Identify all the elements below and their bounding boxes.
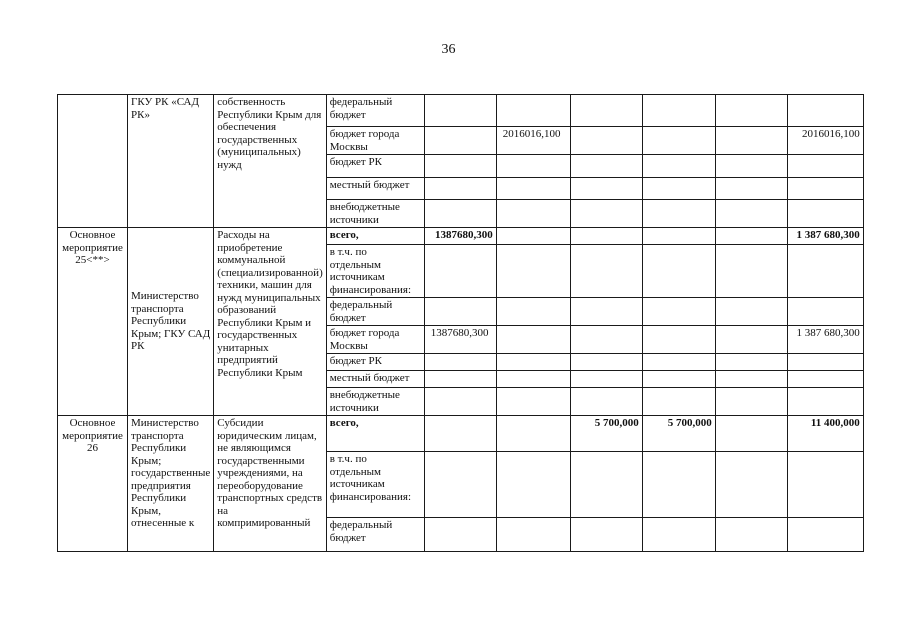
amount-cell [496, 200, 570, 228]
source-cell: бюджет РК [326, 354, 424, 371]
page-number: 36 [441, 42, 456, 57]
amount-cell [496, 95, 570, 127]
amount-cell [715, 388, 787, 416]
table-row [58, 228, 864, 245]
source-cell: внебюджетные источники [326, 388, 424, 416]
amount-cell [570, 95, 642, 127]
amount-cell [424, 416, 496, 452]
amount-cell [715, 95, 787, 127]
amount-cell: 1387680,300 [424, 228, 496, 245]
amount-cell [496, 518, 570, 552]
description-cell: Расходы на приобретение коммунальной (специализированной) техники, машин для нужд муниципальных образований Республики Крым и государственных унитарных предприятий Республики Крым [214, 228, 326, 416]
amount-cell [570, 245, 642, 298]
source-cell: бюджет РК [326, 155, 424, 178]
source-cell: федеральный бюджет [326, 298, 424, 326]
amount-cell: 5 700,000 [570, 416, 642, 452]
total-cell [787, 354, 863, 371]
budget-table [57, 94, 864, 552]
total-cell: 2016016,100 [787, 127, 863, 155]
activity-cell: Основное мероприятие 26 [58, 416, 128, 552]
amount-cell [715, 452, 787, 518]
executor-cell: Министерство транспорта Республики Крым; государственные предприятия Республики Крым, отнесенные к [128, 416, 214, 552]
amount-cell [642, 518, 715, 552]
amount-cell [642, 228, 715, 245]
amount-cell [715, 518, 787, 552]
amount-cell: 2016016,100 [496, 127, 570, 155]
executor-cell: Министерство транспорта Республики Крым; ГКУ САД РК [128, 228, 214, 416]
amount-cell [642, 245, 715, 298]
amount-cell: 1387680,300 [424, 326, 496, 354]
amount-cell [715, 178, 787, 200]
table-row [58, 416, 864, 452]
amount-cell [570, 178, 642, 200]
amount-cell [424, 245, 496, 298]
amount-cell [570, 200, 642, 228]
amount-cell [424, 354, 496, 371]
amount-cell [424, 371, 496, 388]
amount-cell [715, 245, 787, 298]
amount-cell [715, 155, 787, 178]
amount-cell [496, 354, 570, 371]
amount-cell [496, 452, 570, 518]
amount-cell [570, 298, 642, 326]
amount-cell [424, 178, 496, 200]
amount-cell [424, 518, 496, 552]
amount-cell [715, 200, 787, 228]
amount-cell [570, 326, 642, 354]
total-cell [787, 155, 863, 178]
amount-cell [642, 178, 715, 200]
source-cell: в т.ч. по отдельным источникам финансирования: [326, 452, 424, 518]
amount-cell [642, 298, 715, 326]
description-cell: собственность Республики Крым для обеспечения государственных (муниципальных) нужд [214, 95, 326, 228]
amount-cell [715, 326, 787, 354]
amount-cell [642, 371, 715, 388]
amount-cell [424, 298, 496, 326]
total-cell [787, 178, 863, 200]
amount-cell [424, 200, 496, 228]
source-cell: бюджет города Москвы [326, 326, 424, 354]
amount-cell [715, 298, 787, 326]
amount-cell [642, 326, 715, 354]
amount-cell [715, 371, 787, 388]
source-cell: в т.ч. по отдельным источникам финансирования: [326, 245, 424, 298]
amount-cell [496, 228, 570, 245]
amount-cell [424, 452, 496, 518]
table-row [58, 95, 864, 127]
amount-cell [642, 95, 715, 127]
amount-cell [642, 200, 715, 228]
amount-cell [642, 452, 715, 518]
amount-cell [570, 518, 642, 552]
amount-cell [715, 228, 787, 245]
amount-cell [496, 298, 570, 326]
amount-cell [642, 127, 715, 155]
total-cell [787, 371, 863, 388]
total-cell: 1 387 680,300 [787, 326, 863, 354]
amount-cell: 5 700,000 [642, 416, 715, 452]
total-cell [787, 518, 863, 552]
amount-cell [496, 155, 570, 178]
total-cell [787, 95, 863, 127]
amount-cell [570, 155, 642, 178]
amount-cell [570, 452, 642, 518]
amount-cell [715, 416, 787, 452]
amount-cell [496, 371, 570, 388]
amount-cell [424, 127, 496, 155]
total-cell [787, 245, 863, 298]
total-cell: 1 387 680,300 [787, 228, 863, 245]
total-cell [787, 298, 863, 326]
source-cell: всего, [326, 228, 424, 245]
amount-cell [642, 388, 715, 416]
amount-cell [424, 388, 496, 416]
description-cell: Субсидии юридическим лицам, не являющимся государственными учреждениями, на переоборудование транспортных средств на компримированный [214, 416, 326, 552]
amount-cell [496, 326, 570, 354]
amount-cell [496, 416, 570, 452]
source-cell: всего, [326, 416, 424, 452]
activity-cell: Основное мероприятие 25<**> [58, 228, 128, 416]
source-cell: федеральный бюджет [326, 95, 424, 127]
source-cell: внебюджетные источники [326, 200, 424, 228]
amount-cell [424, 95, 496, 127]
amount-cell [496, 388, 570, 416]
amount-cell [642, 155, 715, 178]
amount-cell [496, 178, 570, 200]
total-cell [787, 388, 863, 416]
amount-cell [570, 354, 642, 371]
total-cell [787, 200, 863, 228]
amount-cell [715, 127, 787, 155]
amount-cell [570, 228, 642, 245]
amount-cell [642, 354, 715, 371]
activity-cell [58, 95, 128, 228]
source-cell: местный бюджет [326, 178, 424, 200]
source-cell: местный бюджет [326, 371, 424, 388]
amount-cell [424, 155, 496, 178]
amount-cell [570, 127, 642, 155]
amount-cell [496, 245, 570, 298]
total-cell: 11 400,000 [787, 416, 863, 452]
total-cell [787, 452, 863, 518]
amount-cell [570, 388, 642, 416]
amount-cell [570, 371, 642, 388]
source-cell: федеральный бюджет [326, 518, 424, 552]
executor-cell: ГКУ РК «САД РК» [128, 95, 214, 228]
amount-cell [715, 354, 787, 371]
source-cell: бюджет города Москвы [326, 127, 424, 155]
